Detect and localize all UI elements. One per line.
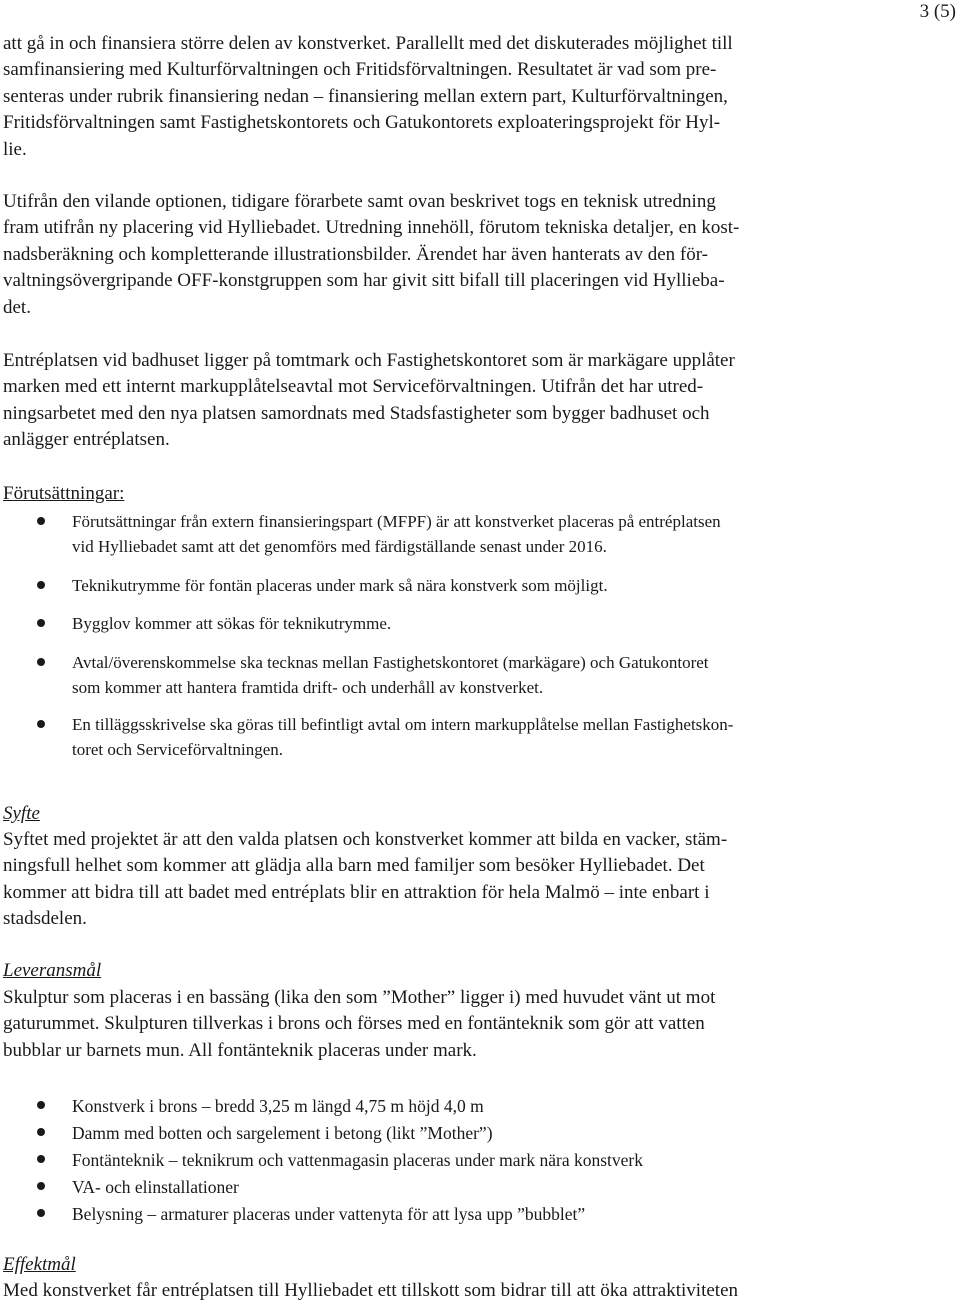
text-line: nadsberäkning och kompletterande illustrationsbilder. Ärendet har även hanterats av den för- <box>3 243 709 265</box>
list-item-line: Konstverk i brons – bredd 3,25 m längd 4,75 m höjd 4,0 m <box>72 1096 484 1116</box>
text-line: Entréplatsen vid badhuset ligger på tomtmark och Fastighetskontoret som är markägare upplåter <box>3 350 735 371</box>
heading-leveransmal: Leveransmål <box>3 960 102 981</box>
list-item-line: Avtal/överenskommelse ska tecknas mellan Fastighetskontoret (markägare) och Gatukontoret <box>72 653 709 672</box>
text-line: ningsfull helhet som kommer att glädja alla barn med familjer som besöker Hylliebadet. Det <box>3 855 705 877</box>
text-line: fram utifrån ny placering vid Hylliebadet. Utredning innehöll, förutom tekniska detaljer, en kost- <box>3 217 740 239</box>
list-item-line: Damm med botten och sargelement i betong (likt ”Mother”) <box>72 1123 493 1143</box>
list-item-line: Teknikutrymme för fontän placeras under mark så nära konstverk som möjligt. <box>72 576 608 595</box>
list-item-line: vid Hylliebadet samt att det genomförs med färdigställande senast under 2016. <box>72 537 607 556</box>
text-line: det. <box>3 296 31 318</box>
list-item <box>72 650 709 700</box>
text-line: Med konstverket får entréplatsen till Hylliebadet ett tillskott som bidrar till att öka attraktiviteten <box>3 1280 738 1301</box>
heading-forutsattningar: Förutsättningar: <box>3 483 125 504</box>
text-line: Fritidsförvaltningen samt Fastighetskontorets och Gatukontorets exploateringsprojekt för Hyl- <box>3 112 721 134</box>
page-number: 3 (5) <box>919 1 956 22</box>
list-item-line: En tilläggsskrivelse ska göras till befintligt avtal om intern markupplåtelse mellan Fastighetskon- <box>72 715 734 734</box>
list-item <box>72 1120 892 1147</box>
list-item <box>72 1174 892 1201</box>
text-line: kommer att bidra till att badet med entréplats blir en attraktion för hela Malmö – inte enbart i <box>3 881 710 903</box>
list-item <box>72 1093 892 1120</box>
text-line: stadsdelen. <box>3 908 87 930</box>
text-line: valtningsövergripande OFF-konstgruppen som har givit sitt bifall till placeringen vid Hyllieba- <box>3 270 725 292</box>
text-line: marken med ett internt markupplåtelseavtal mot Serviceförvaltningen. Utifrån det har utred- <box>3 376 704 398</box>
text-line: Skulptur som placeras i en bassäng (lika den som ”Mother” ligger i) med huvudet vänt ut mot <box>3 987 716 1008</box>
list-item-line: toret och Serviceförvaltningen. <box>72 740 284 759</box>
list-leveransmal <box>72 1093 892 1228</box>
list-item <box>72 573 608 598</box>
paragraph-effektmal <box>3 1278 883 1304</box>
paragraph-leveransmal <box>3 985 883 1064</box>
heading-effektmal: Effektmål <box>3 1254 76 1275</box>
list-item <box>72 1201 892 1228</box>
text-line: senteras under rubrik finansiering nedan – finansiering mellan extern part, Kulturförvaltningen, <box>3 85 728 107</box>
paragraph-financing <box>3 31 883 163</box>
text-line: ningsarbetet med den nya platsen samordnats med Stadsfastigheter som bygger badhuset och <box>3 402 710 424</box>
list-item-line: VA- och elinstallationer <box>72 1177 239 1197</box>
list-item-line: Fontänteknik – teknikrum och vattenmagasin placeras under mark nära konstverk <box>72 1150 644 1170</box>
list-item-line: Belysning – armaturer placeras under vattenyta för att lysa upp ”bubblet” <box>72 1204 586 1224</box>
list-item-line: Förutsättningar från extern finansieringspart (MFPF) är att konstverket placeras på entréplatsen <box>72 512 721 531</box>
text-line: gaturummet. Skulpturen tillverkas i brons och förses med en fontänteknik som gör att vatten <box>3 1013 705 1035</box>
list-item <box>72 611 391 636</box>
text-line: att gå in och finansiera större delen av konstverket. Parallellt med det diskuterades möjlighet till <box>3 33 733 54</box>
text-line: samfinansiering med Kulturförvaltningen och Fritidsförvaltningen. Resultatet är vad som pre- <box>3 59 717 81</box>
list-item <box>72 712 733 762</box>
list-item-line: Bygglov kommer att sökas för teknikutrymme. <box>72 614 392 633</box>
list-item <box>72 1147 892 1174</box>
text-line: Utifrån den vilande optionen, tidigare förarbete samt ovan beskrivet togs en teknisk utredning <box>3 191 716 212</box>
text-line: anlägger entréplatsen. <box>3 429 170 451</box>
text-line: lie. <box>3 138 27 160</box>
list-item-line: som kommer att hantera framtida drift- och underhåll av konstverket. <box>72 678 544 697</box>
paragraph-entrance <box>3 348 883 454</box>
text-line: bubblar ur barnets mun. All fontänteknik placeras under mark. <box>3 1039 477 1061</box>
paragraph-investigation <box>3 189 883 321</box>
text-line: Syftet med projektet är att den valda platsen och konstverket kommer att bilda en vacker, stäm- <box>3 829 728 850</box>
paragraph-syfte <box>3 827 883 933</box>
list-item <box>72 509 721 559</box>
heading-syfte: Syfte <box>3 803 40 824</box>
